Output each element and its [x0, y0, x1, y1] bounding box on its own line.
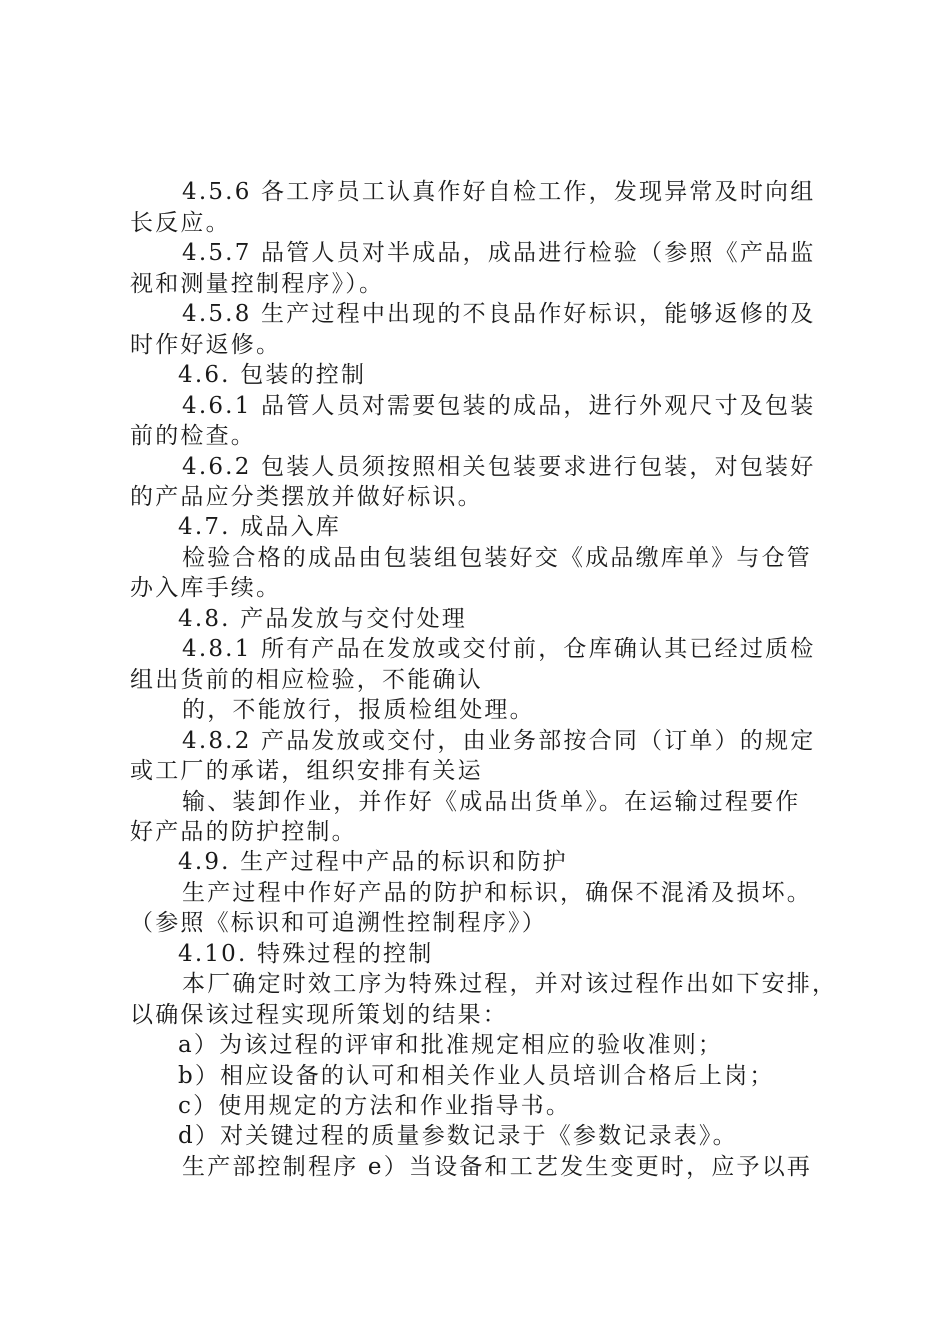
text-line: 生产过程中作好产品的防护和标识，确保不混淆及损坏。 — [182, 880, 812, 906]
list-item: b）相应设备的认可和相关作业人员培训合格后上岗； — [178, 1063, 775, 1089]
text-line: 视和测量控制程序》）。 — [130, 271, 385, 297]
text-line: 长反应。 — [130, 210, 231, 236]
text-line: （参照《标识和可追溯性控制程序》） — [130, 910, 547, 936]
text-line: 前的检查。 — [130, 423, 256, 449]
text-line: 时作好返修。 — [130, 332, 282, 358]
list-item: d）对关键过程的质量参数记录于《参数记录表》。 — [178, 1123, 738, 1149]
list-item: a）为该过程的评审和批准规定相应的验收准则； — [178, 1032, 724, 1058]
text-line: 组出货前的相应检验，不能确认 — [130, 667, 483, 693]
text-line: 4.6.1 品管人员对需要包装的成品，进行外观尺寸及包装 — [182, 393, 816, 419]
text-line: 4.5.8 生产过程中出现的不良品作好标识，能够返修的及 — [182, 301, 816, 327]
section-heading: 4.7. 成品入库 — [178, 514, 341, 540]
section-heading: 4.10. 特殊过程的控制 — [178, 941, 434, 967]
text-line: 或工厂的承诺，组织安排有关运 — [130, 758, 483, 784]
text-line: 4.5.7 品管人员对半成品，成品进行检验（参照《产品监 — [182, 240, 816, 266]
text-line: 本厂确定时效工序为特殊过程，并对该过程作出如下安排， — [182, 971, 838, 997]
text-line: 以确保该过程实现所策划的结果： — [130, 1002, 508, 1028]
text-line: 的产品应分类摆放并做好标识。 — [130, 484, 483, 510]
list-item: c）使用规定的方法和作业指导书。 — [178, 1093, 572, 1119]
text-line: 检验合格的成品由包装组包装好交《成品缴库单》与仓管 — [182, 545, 812, 571]
text-line: 好产品的防护控制。 — [130, 819, 357, 845]
text-line: 办入库手续。 — [130, 575, 282, 601]
text-line: 4.6.2 包装人员须按照相关包装要求进行包装，对包装好 — [182, 454, 816, 480]
section-heading: 4.8. 产品发放与交付处理 — [178, 606, 467, 632]
text-line: 4.8.2 产品发放或交付，由业务部按合同（订单）的规定 — [182, 728, 816, 754]
text-line: 输、装卸作业，并作好《成品出货单》。在运输过程要作 — [182, 789, 801, 815]
section-heading: 4.9. 生产过程中产品的标识和防护 — [178, 849, 568, 875]
section-heading: 4.6. 包装的控制 — [178, 362, 367, 388]
text-line: 4.5.6 各工序员工认真作好自检工作，发现异常及时向组 — [182, 179, 816, 205]
text-line: 生产部控制程序 e）当设备和工艺发生变更时，应予以再 — [182, 1154, 813, 1180]
text-line: 4.8.1 所有产品在发放或交付前，仓库确认其已经过质检 — [182, 636, 816, 662]
text-line: 的，不能放行，报质检组处理。 — [182, 697, 535, 723]
